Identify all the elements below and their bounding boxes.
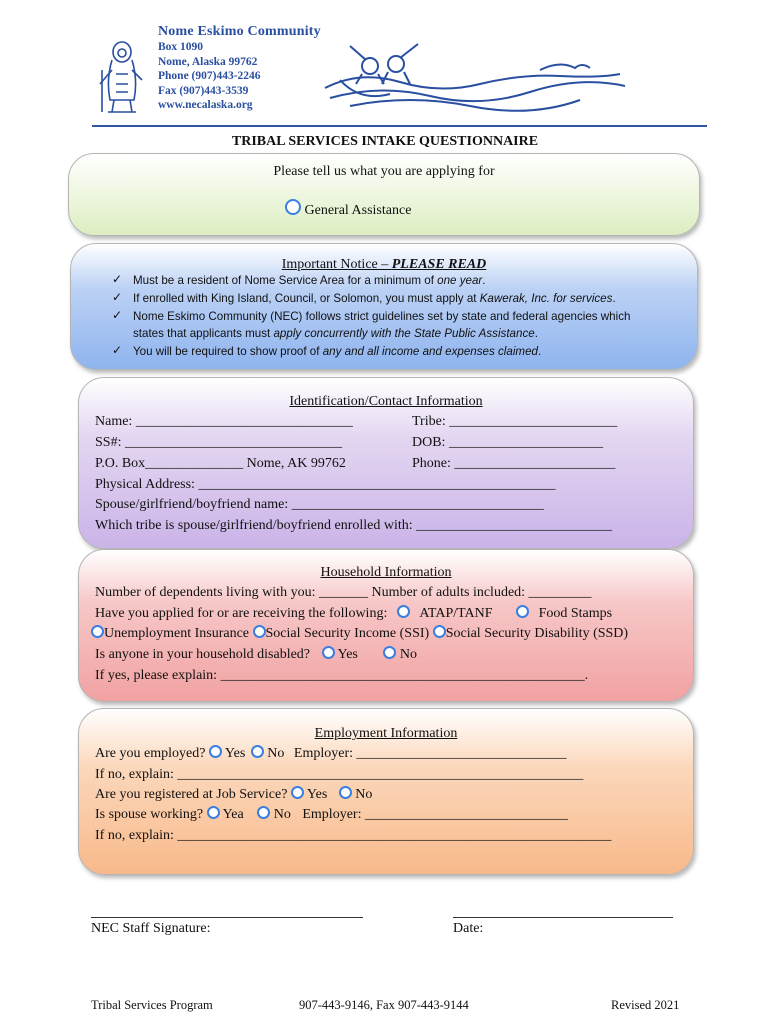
disabled-yes-label: Yes [337, 647, 358, 662]
check-icon: ✓ [112, 308, 123, 322]
atap-label: ATAP/TANF [419, 606, 493, 621]
physical-address-field[interactable]: Physical Address: ___________________________________________________ [95, 477, 556, 492]
ssi-label: Social Security Income (SSI) [265, 626, 430, 641]
general-assistance-option[interactable] [285, 199, 411, 220]
po-box-field[interactable]: P.O. Box______________ Nome, AK 99762 [95, 456, 346, 471]
tribe-field[interactable]: Tribe: ________________________ [412, 414, 618, 429]
ssi-radio[interactable] [253, 625, 266, 638]
org-website[interactable]: www.necalaska.org [158, 99, 253, 112]
unemployment-radio[interactable] [91, 625, 104, 638]
disabled-no-radio[interactable] [383, 646, 396, 659]
page-title: TRIBAL SERVICES INTAKE QUESTIONNAIRE [231, 134, 539, 149]
org-address-line: Nome, Alaska 99762 [158, 55, 258, 68]
footer-contact: 907-443-9146, Fax 907-443-9144 [299, 998, 469, 1012]
org-fax: Fax (907)443-3539 [158, 84, 249, 97]
notice-item-continued: states that applicants must apply concurrently with the State Public Assistance. [133, 327, 538, 340]
staff-signature-line[interactable] [91, 917, 363, 918]
ssn-field[interactable]: SS#: _______________________________ [95, 435, 342, 450]
notice-item: If enrolled with King Island, Council, or Solomon, you must apply at Kawerak, Inc. for services. [133, 292, 616, 305]
disabled-row [95, 646, 417, 664]
dependents-field[interactable]: Number of dependents living with you: _______ Number of adults included: _________ [95, 585, 592, 600]
notice-item: You will be required to show proof of any and all income and expenses claimed. [133, 345, 542, 358]
employer-field[interactable]: Employer: ______________________________ [293, 746, 567, 761]
employed-yes-label: Yes [224, 746, 246, 761]
org-phone: Phone (907)443-2246 [158, 70, 261, 83]
header-divider [92, 125, 707, 127]
org-name: Nome Eskimo Community [158, 24, 321, 39]
spouse-unemployed-explain-field[interactable]: If no, explain: ______________________________________________________________ [95, 828, 612, 843]
dob-field[interactable]: DOB: ______________________ [412, 435, 603, 450]
employed-row [95, 745, 567, 763]
employed-label: Are you employed? [95, 746, 206, 761]
employment-heading: Employment Information [314, 726, 458, 741]
footer-revision: Revised 2021 [611, 998, 680, 1012]
org-info [158, 24, 321, 113]
identification-heading: Identification/Contact Information [289, 394, 483, 409]
general-assistance-radio[interactable] [285, 199, 301, 215]
applying-prompt: Please tell us what you are applying for [273, 164, 495, 179]
boat-waves-logo [320, 40, 630, 120]
unemployment-label: Unemployment Insurance [104, 626, 250, 641]
spouse-employer-field[interactable]: Employer: _____________________________ [302, 807, 568, 822]
spouse-working-label: Is spouse working? [95, 807, 204, 822]
notice-heading-text: Important Notice – [281, 257, 392, 272]
org-address-line: Box 1090 [158, 41, 204, 53]
food-stamps-radio[interactable] [516, 605, 529, 618]
spouse-tribe-field[interactable]: Which tribe is spouse/girlfriend/boyfriend enrolled with: ____________________________ [95, 518, 613, 533]
spouse-working-no-radio[interactable] [257, 806, 270, 819]
household-heading: Household Information [320, 565, 452, 580]
check-icon: ✓ [112, 272, 123, 286]
notice-item: Must be a resident of Nome Service Area for a minimum of one year. [133, 274, 486, 287]
job-service-label: Are you registered at Job Service? [95, 787, 288, 802]
spouse-working-row [95, 806, 568, 824]
unemployed-explain-field[interactable]: If no, explain: __________________________________________________________ [95, 767, 584, 782]
job-service-no-label: No [355, 787, 373, 802]
disabled-explain-field[interactable]: If yes, please explain: ____________________________________________________. [95, 668, 589, 683]
job-service-row [95, 786, 372, 804]
date-line[interactable] [453, 917, 673, 918]
job-service-yes-label: Yes [306, 787, 328, 802]
date-label: Date: [453, 921, 484, 936]
disabled-no-label: No [399, 647, 417, 662]
spouse-working-no-label: No [273, 807, 291, 822]
food-stamps-label: Food Stamps [538, 606, 613, 621]
footer-program: Tribal Services Program [91, 998, 213, 1012]
spouse-working-yes-radio[interactable] [207, 806, 220, 819]
disabled-label: Is anyone in your household disabled? [95, 647, 311, 662]
ssd-label: Social Security Disability (SSD) [445, 626, 629, 641]
employed-yes-radio[interactable] [209, 745, 222, 758]
eskimo-figure-logo [92, 40, 152, 118]
staff-signature-label: NEC Staff Signature: [91, 921, 211, 936]
benefits-options-row [91, 625, 628, 643]
job-service-yes-radio[interactable] [291, 786, 304, 799]
employed-no-label: No [267, 746, 285, 761]
employed-no-radio[interactable] [251, 745, 264, 758]
name-field[interactable]: Name: _______________________________ [95, 414, 353, 429]
notice-heading-emphasis: PLEASE READ [391, 257, 487, 272]
check-icon: ✓ [112, 290, 123, 304]
check-icon: ✓ [112, 343, 123, 357]
spouse-name-field[interactable]: Spouse/girlfriend/boyfriend name: ____________________________________ [95, 497, 544, 512]
disabled-yes-radio[interactable] [322, 646, 335, 659]
phone-field[interactable]: Phone: _______________________ [412, 456, 616, 471]
job-service-no-radio[interactable] [339, 786, 352, 799]
notice-item: Nome Eskimo Community (NEC) follows strict guidelines set by state and federal agencies which [133, 310, 631, 323]
atap-radio[interactable] [397, 605, 410, 618]
ssd-radio[interactable] [433, 625, 446, 638]
benefits-applied-row [95, 605, 612, 623]
spouse-working-yes-label: Yea [222, 807, 244, 822]
benefits-applied-label: Have you applied for or are receiving the following: [95, 606, 388, 621]
general-assistance-label: General Assistance [304, 203, 412, 218]
